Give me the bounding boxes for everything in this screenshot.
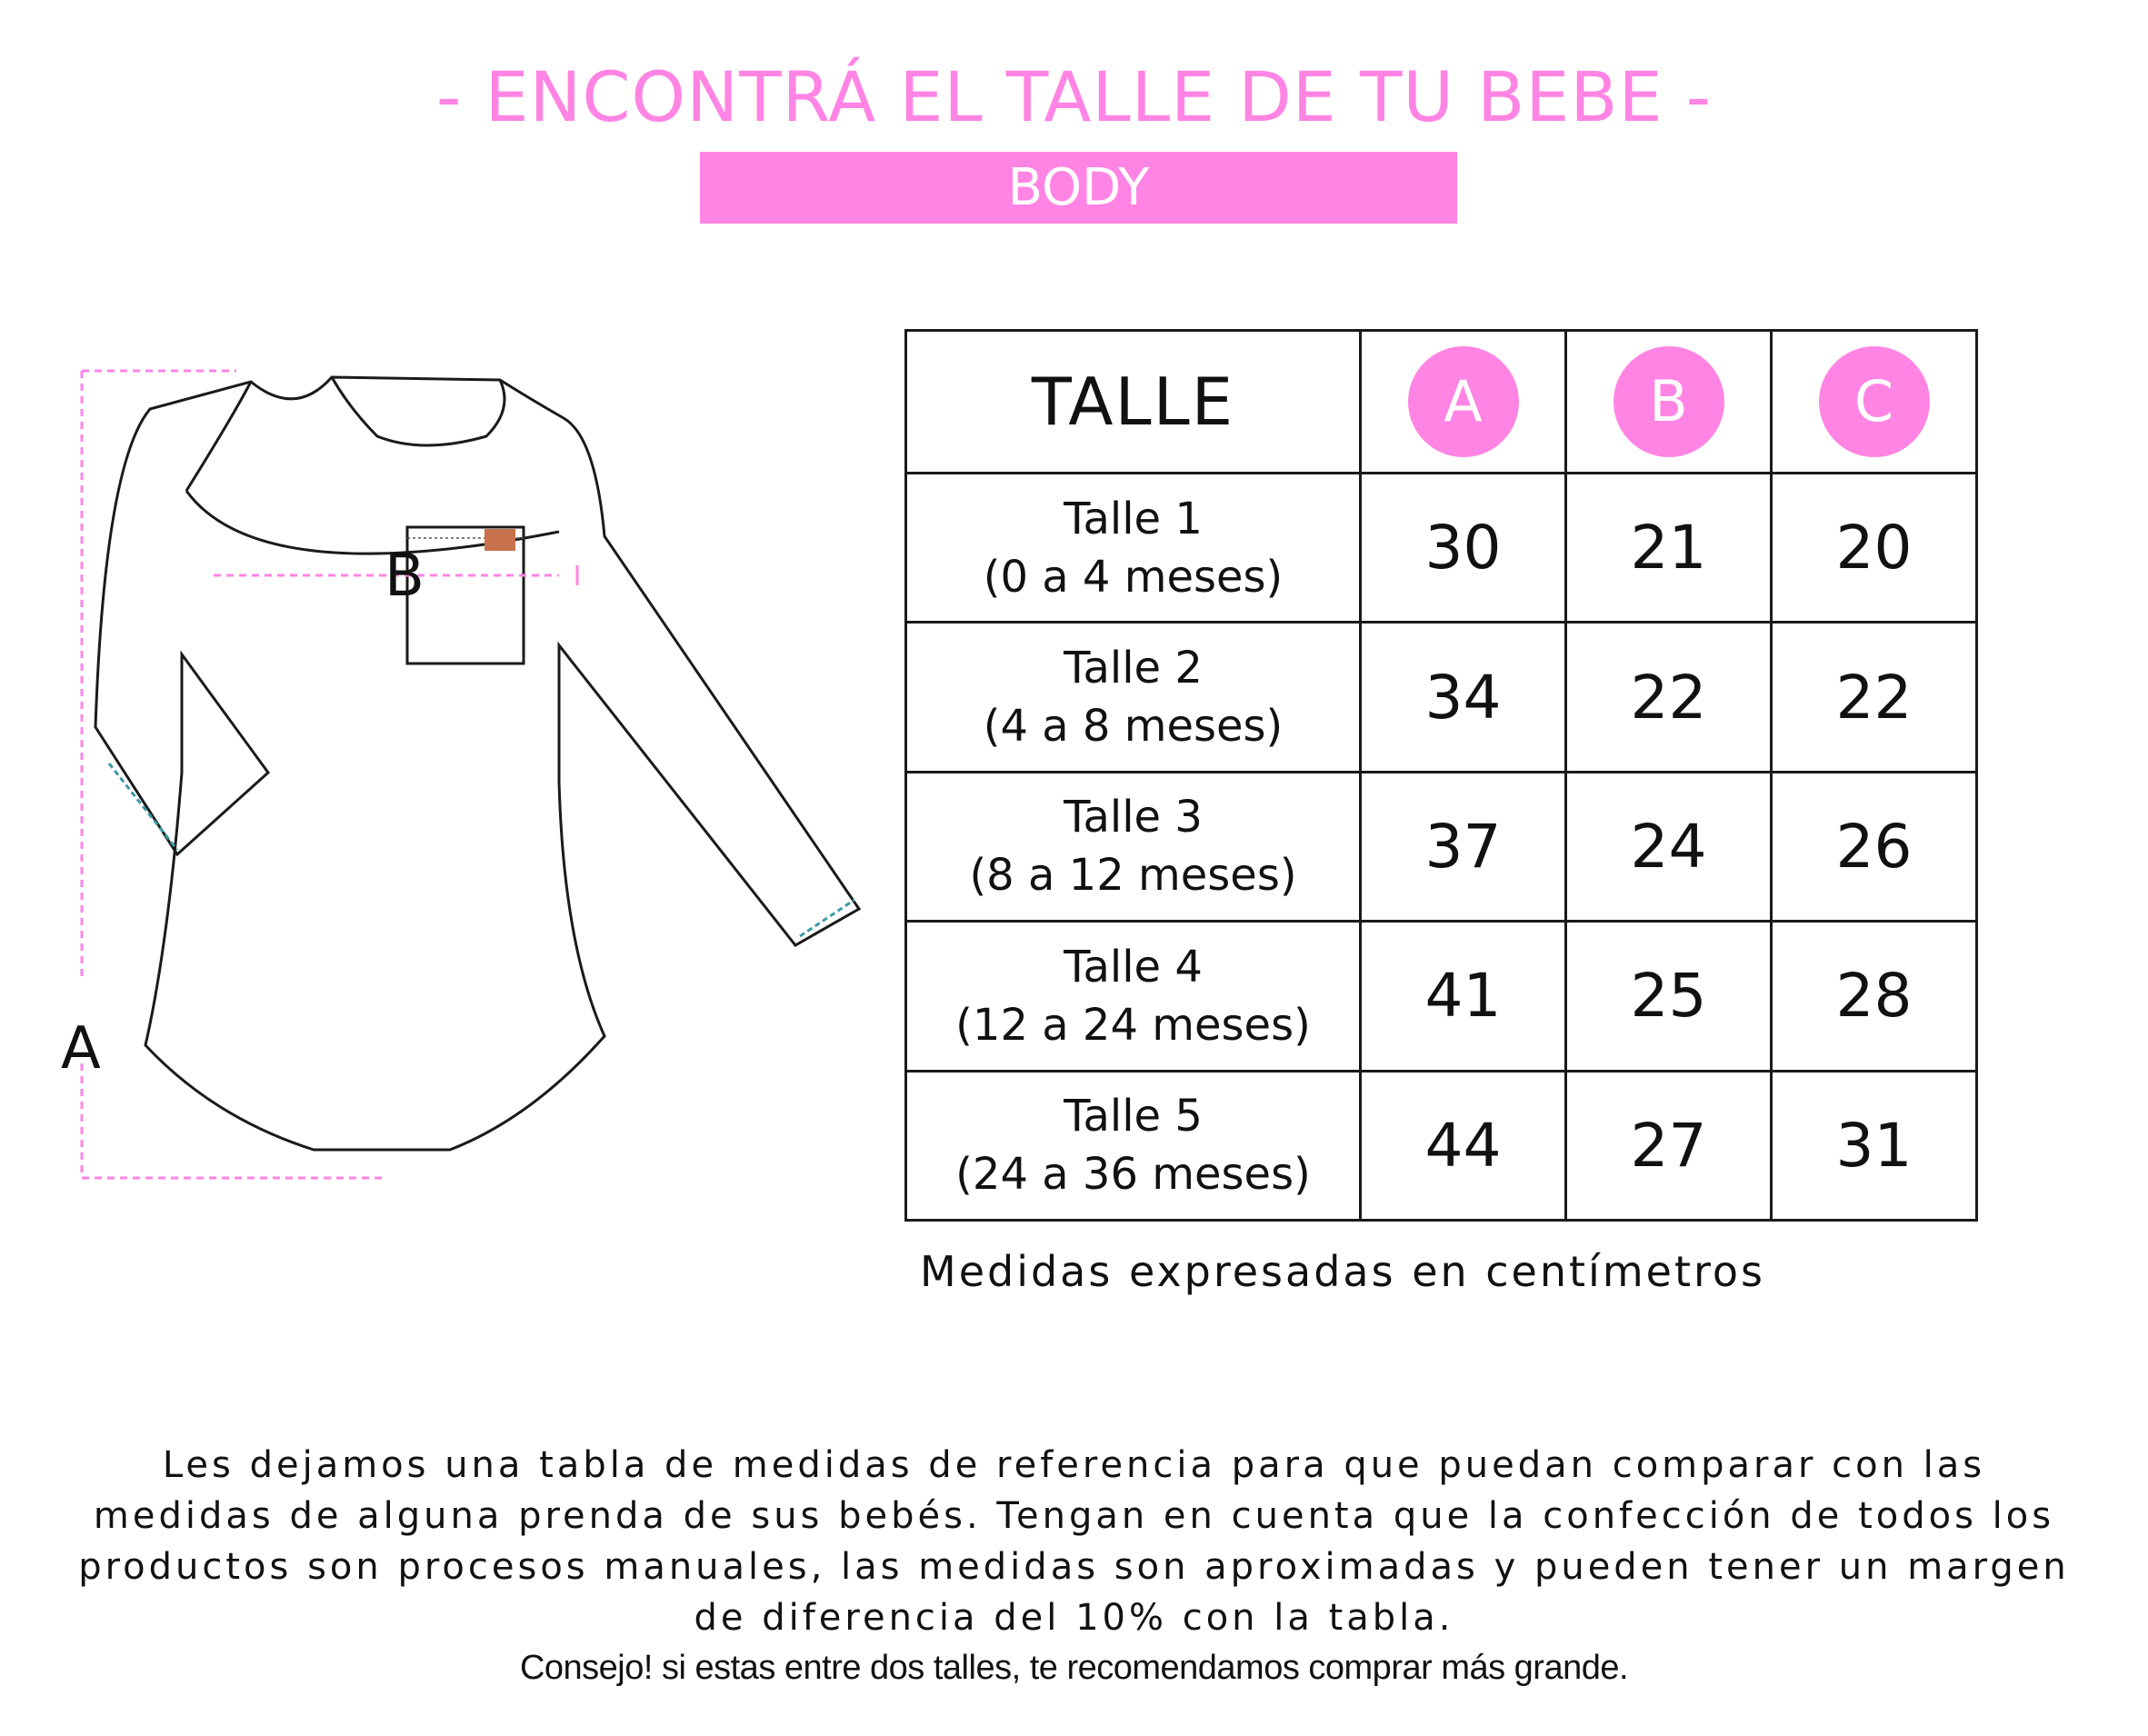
size-label xyxy=(906,772,1361,921)
units-note: Medidas expresadas en centímetros xyxy=(920,1247,1765,1296)
disclaimer-line: medidas de alguna prenda de sus bebés. Tengan en cuenta que la confección de todos los xyxy=(93,1495,2055,1537)
measure-b: 25 xyxy=(1566,922,1772,1071)
size-label xyxy=(906,623,1361,772)
size-name: Talle 4 xyxy=(1064,941,1203,993)
measure-a: 44 xyxy=(1361,1071,1566,1220)
measure-b: 21 xyxy=(1566,473,1772,622)
age-range: (0 a 4 meses) xyxy=(983,551,1284,603)
age-range: (24 a 36 meses) xyxy=(955,1149,1311,1201)
col-a-badge: A xyxy=(1408,346,1519,457)
measure-c: 28 xyxy=(1772,922,1977,1071)
col-b-badge: B xyxy=(1613,346,1724,457)
sizing-tip: Consejo! si estas entre dos talles, te recomendamos comprar más grande. xyxy=(519,1649,1629,1687)
measure-a: 34 xyxy=(1361,623,1566,772)
table-row xyxy=(906,623,1977,772)
page-title: - ENCONTRÁ EL TALLE DE TU BEBE - xyxy=(435,56,1713,137)
age-range: (12 a 24 meses) xyxy=(955,999,1311,1051)
brand-tag xyxy=(485,529,515,551)
measure-a: 30 xyxy=(1361,473,1566,622)
disclaimer-line: productos son procesos manuales, las medidas son aproximadas y pueden tener un margen xyxy=(78,1546,2070,1588)
col-c-badge: C xyxy=(1819,346,1930,457)
measure-b: 27 xyxy=(1566,1071,1772,1220)
size-name: Talle 5 xyxy=(1064,1091,1203,1142)
table-row xyxy=(906,922,1977,1071)
garment-type-banner: BODY xyxy=(700,152,1457,224)
disclaimer-line: de diferencia del 10% con la tabla. xyxy=(694,1597,1454,1639)
size-label xyxy=(906,473,1361,622)
size-table xyxy=(904,329,1978,1222)
measure-c: 31 xyxy=(1772,1071,1977,1220)
dimension-a-label: A xyxy=(61,1015,101,1083)
disclaimer-line: Les dejamos una tabla de medidas de referencia para que puedan comparar con las xyxy=(162,1444,1986,1486)
size-name: Talle 3 xyxy=(1064,792,1203,843)
header-col-c xyxy=(1772,331,1977,474)
measure-b: 22 xyxy=(1566,623,1772,772)
measure-c: 26 xyxy=(1772,772,1977,921)
header-talle: TALLE xyxy=(906,331,1361,474)
table-row xyxy=(906,473,1977,622)
measure-a: 41 xyxy=(1361,922,1566,1071)
dimension-b-label: B xyxy=(385,543,425,610)
age-range: (8 a 12 meses) xyxy=(969,850,1297,902)
measure-a: 37 xyxy=(1361,772,1566,921)
measure-c: 22 xyxy=(1772,623,1977,772)
size-name: Talle 1 xyxy=(1064,493,1203,544)
measure-c: 20 xyxy=(1772,473,1977,622)
table-header-row xyxy=(906,331,1977,474)
age-range: (4 a 8 meses) xyxy=(983,701,1284,752)
measure-b: 24 xyxy=(1566,772,1772,921)
header-col-a xyxy=(1361,331,1566,474)
size-label xyxy=(906,922,1361,1071)
disclaimer-text xyxy=(36,1440,2112,1643)
header-col-b xyxy=(1566,331,1772,474)
size-name: Talle 2 xyxy=(1064,643,1203,693)
table-row xyxy=(906,772,1977,921)
bodysuit-illustration xyxy=(50,354,868,1227)
table-row xyxy=(906,1071,1977,1220)
bodysuit-outline xyxy=(95,377,859,1150)
size-label xyxy=(906,1071,1361,1220)
